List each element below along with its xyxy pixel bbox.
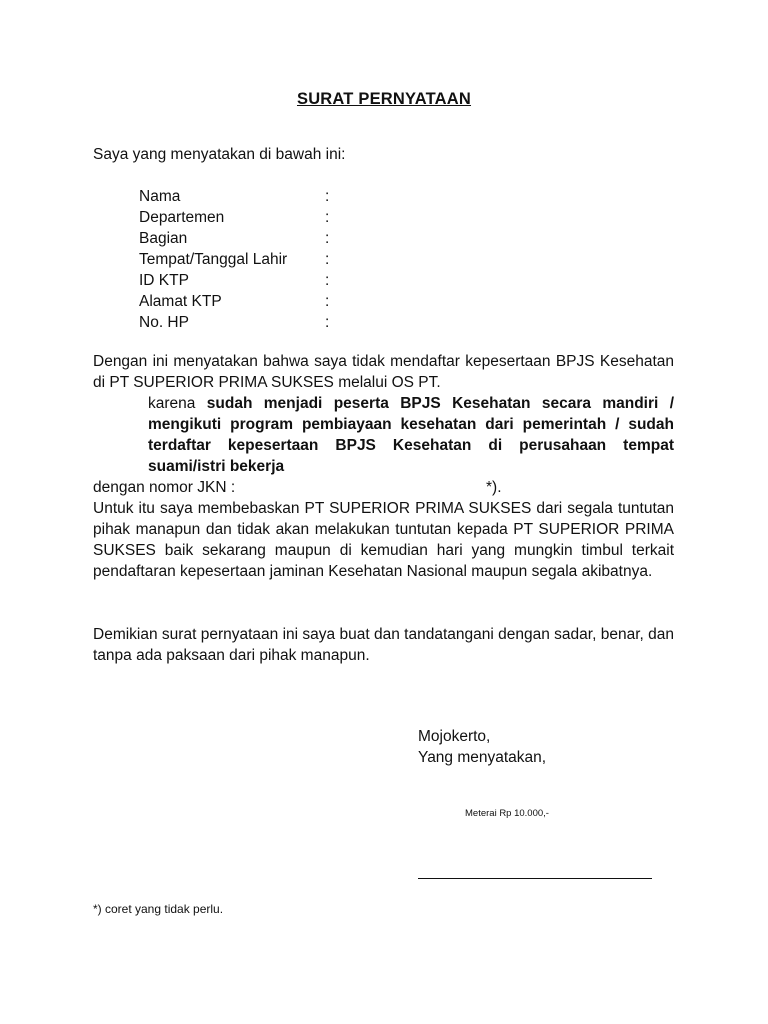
jkn-row: [93, 477, 674, 498]
field-label: Departemen: [139, 209, 225, 226]
intro-text: Saya yang menyatakan di bawah ini:: [93, 146, 346, 163]
field-colon: :: [325, 251, 330, 268]
field-label: Tempat/Tanggal Lahir: [139, 251, 288, 268]
jkn-label: dengan nomor JKN :: [93, 479, 236, 496]
field-colon: :: [325, 314, 330, 331]
meterai-text: Meterai Rp 10.000,-: [465, 808, 549, 819]
field-colon: :: [325, 209, 330, 226]
field-row-nama: [139, 186, 329, 207]
field-row-no-hp: [139, 312, 329, 333]
release-paragraph: Untuk itu saya membebaskan PT SUPERIOR PRIMA SUKSES dari segala tuntutan pihak manapun dan tidak akan melakukan tuntutan kepada PT SUPERIOR PRIMA SUKSES baik sekarang maupun di kemudian hari yang mungkin timbul terkait pendaftaran kepesertaan jaminan Kesehatan Nasional maupun segala akibatnya.: [93, 500, 674, 580]
document-title: SURAT PERNYATAAN: [296, 90, 472, 108]
field-row-ttl: [139, 249, 329, 270]
signature-line: [418, 878, 652, 879]
field-colon: :: [325, 230, 330, 247]
jkn-note: *).: [486, 479, 502, 496]
statement-text: Dengan ini menyatakan bahwa saya tidak mendaftar kepesertaan BPJS Kesehatan di PT SUPERIOR PRIMA SUKSES melalui OS PT.: [93, 353, 674, 391]
closing-paragraph: Demikian surat pernyataan ini saya buat dan tandatangani dengan sadar, benar, dan tanpa ada paksaan dari pihak manapun.: [93, 626, 674, 664]
field-row-bagian: [139, 228, 329, 249]
field-label: Nama: [139, 188, 181, 205]
reason-bold: sudah menjadi peserta BPJS Kesehatan secara mandiri / mengikuti program pembiayaan kesehatan dari pemerintah / sudah terdaftar kepesertaan BPJS Kesehatan di perusahaan tempat suami/istri bekerja: [148, 395, 675, 475]
field-colon: :: [325, 188, 330, 205]
reason-prefix: karena: [148, 395, 207, 412]
field-label: Alamat KTP: [139, 293, 222, 310]
identity-fields: [139, 186, 329, 333]
signature-block: [418, 726, 546, 768]
field-label: No. HP: [139, 314, 189, 331]
field-row-departemen: [139, 207, 329, 228]
field-row-id-ktp: [139, 270, 329, 291]
field-row-alamat-ktp: [139, 291, 329, 312]
statement-paragraph: [93, 351, 674, 498]
footnote: *) coret yang tidak perlu.: [93, 902, 224, 916]
place-text: Mojokerto,: [418, 728, 491, 745]
signer-text: Yang menyatakan,: [418, 749, 547, 766]
field-colon: :: [325, 272, 330, 289]
field-colon: :: [325, 293, 330, 310]
reason-text: [93, 393, 674, 477]
field-label: ID KTP: [139, 272, 189, 289]
field-label: Bagian: [139, 230, 188, 247]
